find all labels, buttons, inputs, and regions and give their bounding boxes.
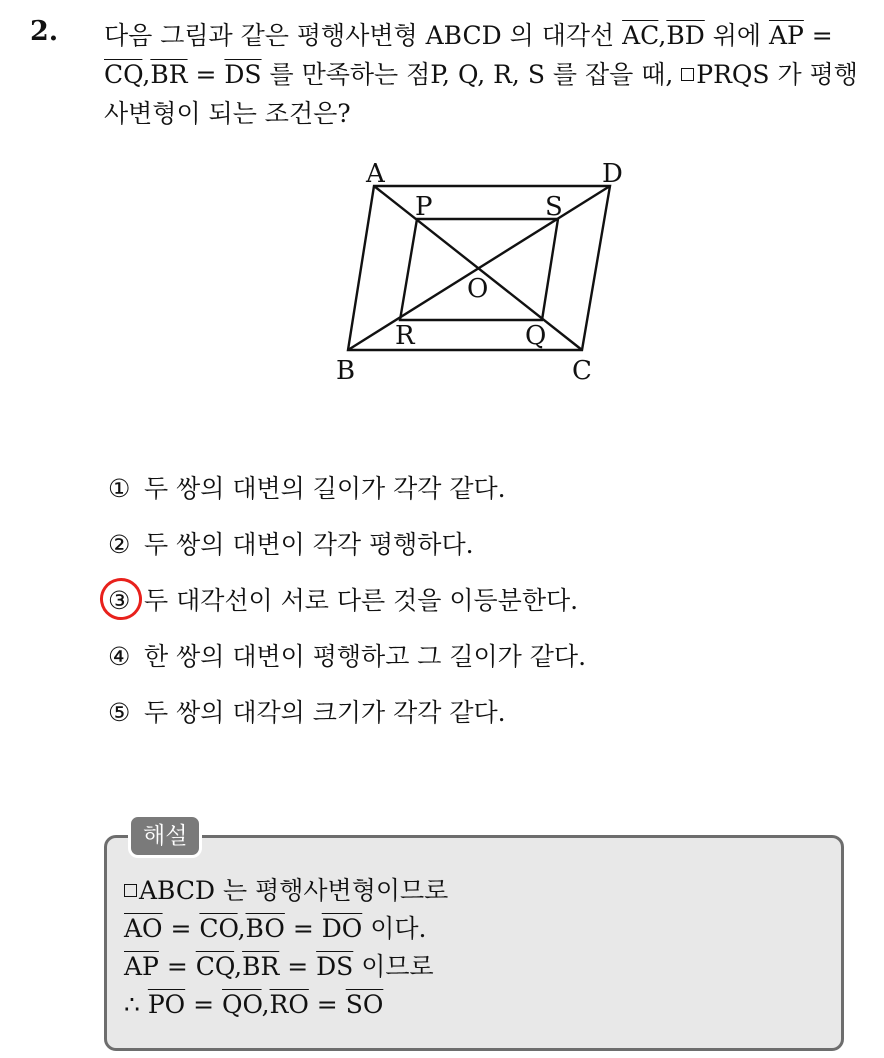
choice-list (108, 470, 586, 750)
question-line1-mid: 위에 (704, 21, 769, 50)
segment-br: $\overline{BR}$ (242, 952, 280, 981)
question-line2-post: 를 만족하는 점P, Q, R, S 를 잡을 때, (261, 60, 682, 89)
equals: = (187, 60, 225, 89)
equals: = (185, 990, 223, 1019)
question-line1-pre: 다음 그림과 같은 평행사변형 ABCD 의 대각선 (104, 21, 623, 50)
label-a: A (366, 159, 385, 189)
solution-line-2 (124, 910, 448, 948)
solution-line-2-post: 이다. (362, 914, 427, 943)
segment-ap: $\overline{AP}$ (124, 952, 159, 981)
solution-line-1-text: ABCD 는 평행사변형이므로 (139, 876, 449, 905)
choice-1[interactable] (108, 470, 586, 526)
solution-line-3-post: 이므로 (353, 952, 434, 981)
parallelogram-figure (320, 150, 640, 390)
question-line3: 사변형이 되는 조건은? (104, 99, 351, 128)
solution-tag: 해설 (128, 814, 202, 858)
comma: , (234, 952, 243, 981)
choice-number: ① (108, 474, 131, 503)
segment-ac: $\overline{AC}$ (622, 21, 659, 50)
segment-do: $\overline{DO}$ (321, 914, 363, 943)
segment-cq: $\overline{CQ}$ (195, 952, 235, 981)
segment-bd: $\overline{BD}$ (666, 21, 705, 50)
label-p: P (415, 192, 433, 222)
equals: = (803, 21, 833, 50)
choice-text: 두 쌍의 대각의 크기가 각각 같다. (144, 698, 506, 727)
segment-so: $\overline{SO}$ (345, 990, 384, 1019)
segment-br: $\overline{BR}$ (150, 60, 188, 89)
equals: = (162, 914, 200, 943)
parallelogram-diagram (320, 150, 640, 390)
choice-number: ④ (108, 642, 131, 671)
segment-ap: $\overline{AP}$ (768, 21, 804, 50)
quadrilateral-icon (124, 884, 137, 897)
label-s: S (545, 192, 563, 222)
label-q: Q (525, 321, 547, 351)
question-text (104, 16, 864, 133)
comma: , (237, 914, 246, 943)
label-b: B (336, 356, 356, 386)
choice-3[interactable] (108, 582, 586, 638)
comma: , (658, 21, 667, 50)
solution-text (124, 872, 448, 1024)
choice-text: 두 대각선이 서로 다른 것을 이등분한다. (144, 586, 579, 615)
question-number: 2. (30, 16, 59, 47)
label-r: R (395, 321, 415, 351)
diagonal-bd (348, 186, 610, 350)
choice-2[interactable] (108, 526, 586, 582)
solution-line-4 (124, 986, 448, 1024)
therefore-symbol: ∴ (124, 990, 148, 1019)
choice-number: ② (108, 530, 131, 559)
choice-4[interactable] (108, 638, 586, 694)
solution-line-3 (124, 948, 448, 986)
segment-ro: $\overline{RO}$ (269, 990, 309, 1019)
segment-qo: $\overline{QO}$ (222, 990, 262, 1019)
comma: , (142, 60, 151, 89)
quadrilateral-icon (681, 68, 694, 81)
label-c: C (572, 356, 592, 386)
comma: , (261, 990, 270, 1019)
choice-text: 두 쌍의 대변이 각각 평행하다. (144, 530, 474, 559)
segment-ds: $\overline{DS}$ (224, 60, 262, 89)
segment-ds: $\overline{DS}$ (316, 952, 354, 981)
equals: = (308, 990, 346, 1019)
segment-co: $\overline{CO}$ (199, 914, 238, 943)
segment-po: $\overline{PO}$ (147, 990, 186, 1019)
choice-number: ③ (108, 586, 131, 615)
segment-bo: $\overline{BO}$ (245, 914, 285, 943)
label-d: D (602, 159, 623, 189)
question-prqs: PRQS 가 평행 (696, 60, 858, 89)
segment-cq: $\overline{CQ}$ (104, 60, 143, 89)
equals: = (279, 952, 317, 981)
choice-text: 두 쌍의 대변의 길이가 각각 같다. (144, 474, 506, 503)
choice-number: ⑤ (108, 698, 131, 727)
solution-line-1 (124, 872, 448, 910)
equals: = (284, 914, 322, 943)
choice-text: 한 쌍의 대변이 평행하고 그 길이가 같다. (144, 642, 587, 671)
equals: = (158, 952, 196, 981)
segment-ao: $\overline{AO}$ (124, 914, 163, 943)
label-o: O (467, 274, 489, 304)
choice-5[interactable] (108, 694, 586, 750)
